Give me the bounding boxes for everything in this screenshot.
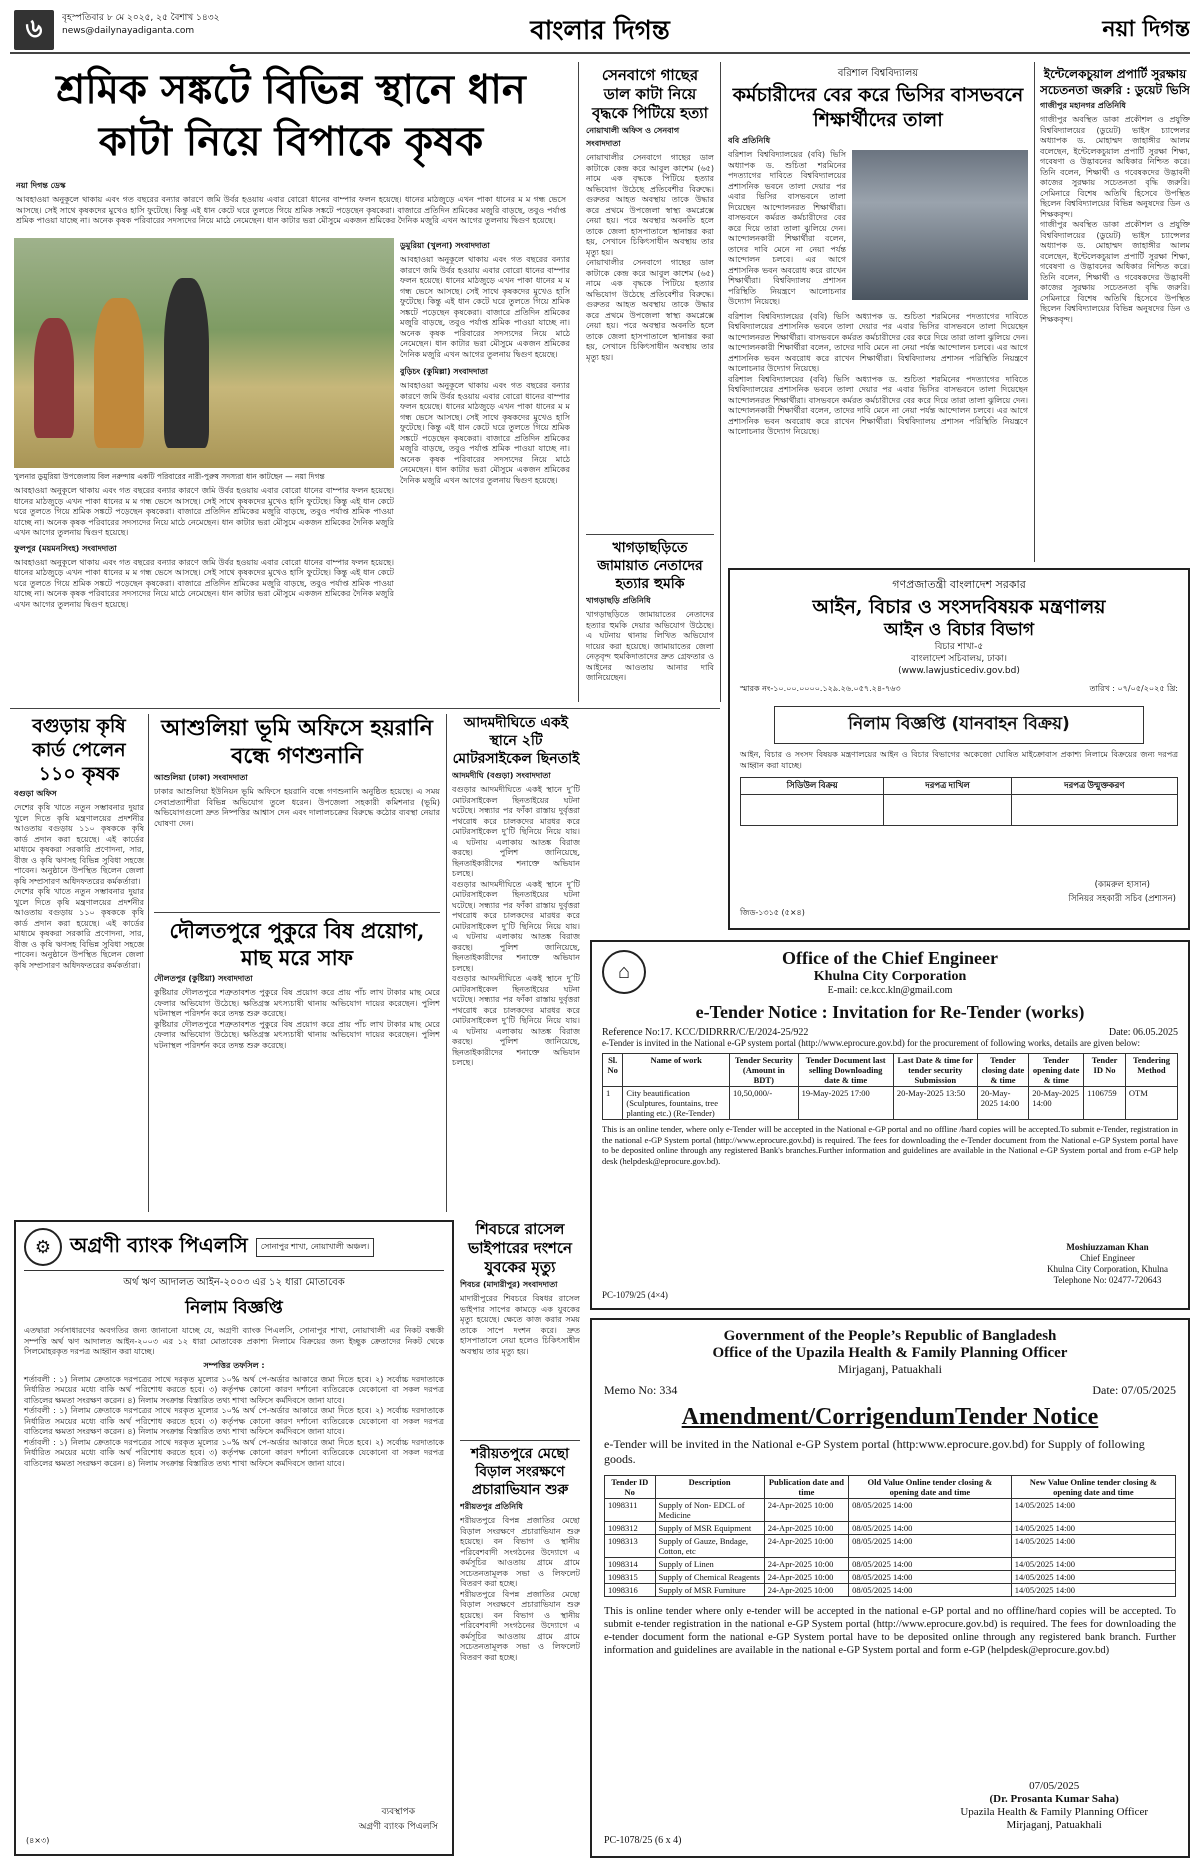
shariatpur-byline: শরীয়তপুর প্রতিনিধি: [460, 1502, 523, 1511]
pt-cell: 24-Apr-2025 10:00: [764, 1499, 848, 1522]
law-ad-signature: [1069, 878, 1176, 906]
pt-cell: 1098315: [605, 1571, 656, 1584]
photo-credit: নয়া দিগন্ত: [295, 472, 325, 481]
pt-cell: 14/05/2025 14:00: [1011, 1522, 1175, 1535]
lead-body-bottom2: আবহাওয়া অনুকূলে থাকায় এবং গত বছরের বন্যার কারণে জমি উর্বর হওয়ায় এবার বোরো ধানের বাম্পার ফলন হয়েছে। ধানের মাঠজুড়ে এখন পাকা ধানের ম ম গন্ধ ভেসে আসছে। সেই সাথে কৃষকদের মুখেও হাসি ফুটেছে। কিন্তু এই ধান কেটে ঘরে তুলতে গিয়ে শ্রমিক সঙ্কটে পড়েছেন কৃষকেরা। বাজারে প্রতিদিন শ্রমিকের মজুরি বাড়ছে, তবুও পর্যাপ্ত শ্রমিক পাওয়া যাচ্ছে না। অনেক কৃষক পরিবারের সদস্যদের নিয়ে মাঠে নেমেছেন। ধান কাটার ভরা মৌসুমে একজন শ্রমিকের দৈনিক মজুরি এখন আগের তুলনায় দ্বিগুণ হয়েছে।: [14, 557, 394, 609]
lead-body-intro: আবহাওয়া অনুকূলে থাকায় এবং গত বছরের বন্যার কারণে জমি উর্বর হওয়ায় এবার বোরো ধানের বাম্পার ফলন হয়েছে। ধানের মাঠজুড়ে এখন পাকা ধানের ম ম গন্ধ ভেসে আসছে। সেই সাথে কৃষকদের মুখেও হাসি ফুটেছে। কিন্তু এই ধান কেটে ঘরে তুলতে গিয়ে শ্রমিক সঙ্কটে পড়েছেন কৃষকেরা। বাজারে প্রতিদিন শ্রমিকের মজুরি বাড়ছে, তবুও পর্যাপ্ত শ্রমিক পাওয়া যাচ্ছে না। অনেক কৃষক পরিবারের সদস্যদের নিয়ে মাঠে নেমেছেন। ধান কাটার ভরা মৌসুমে একজন শ্রমিকের দৈনিক মজুরি এখন আগের তুলনায় দ্বিগুণ হয়েছে।: [16, 195, 566, 225]
ashulia-body: ঢাকার আশুলিয়া ইউনিয়ন ভূমি অফিসে হয়রানি বন্ধে গণশুনানি অনুষ্ঠিত হয়েছে। এ সময় সেবাপ্রত্যাশীরা বিভিন্ন অভিযোগ তুলে ধরেন। উপজেলা সহকারী কমিশনার (ভূমি) অভিযোগগুলো দ্রুত নিষ্পত্তির আশ্বাস দেন এবং দালালচক্রের বিরুদ্ধে কঠোর ব্যবস্থা নেয়ার ঘোষণা দেন।: [154, 787, 440, 828]
khulna-date: Date: 06.05.2025: [1108, 1027, 1178, 1038]
shibchar-body: মাদারীপুরের শিবচরে বিষধর রাসেল ভাইপার সাপের কামড়ে এক যুবকের মৃত্যু হয়েছে। ক্ষেতে কাজ করার সময় তাকে সাপে দংশন করে। দ্রুত হাসপাতালে নেয়া হলেও চিকিৎসাধীন অবস্থায় তার মৃত্যু হয়।: [460, 1294, 580, 1356]
khulna-signer-org: Khulna City Corporation, Khulna: [1047, 1264, 1168, 1274]
pt-col-header: Publication date and time: [764, 1476, 848, 1499]
bogura-byline: বগুড়া অফিস: [14, 789, 57, 798]
page-number: ৬: [14, 10, 54, 50]
law-ad-line1: গণপ্রজাতন্ত্রী বাংলাদেশ সরকার: [892, 578, 1026, 591]
khulna-col-header: Tender closing date & time: [977, 1054, 1029, 1087]
daulatpur-byline: দৌলতপুর (কুষ্টিয়া) সংবাদদাতা: [154, 974, 253, 983]
khagrachari-body: খাগড়াছড়িতে জামায়াতের নেতাদের হত্যার হুমকি দেয়ার অভিযোগ উঠেছে। এ ঘটনায় থানায় লিখিত অভিযোগ দায়ের করা হয়েছে। জামায়াতের জেলা নেতৃবৃন্দ হুমকিদাতাদের দ্রুত গ্রেফতার ও আইনের আওতায় আনার দাবি জানিয়েছেন।: [586, 610, 714, 682]
lead-sub3-byline: ফুলপুর (ময়মনসিংহ) সংবাদদাতা: [14, 543, 117, 553]
adamdighi-body-cont: বগুড়ার আদমদীঘিতে একই স্থানে দু’টি মোটরসাইকেল ছিনতাইয়ের ঘটনা ঘটেছে। সন্ধ্যার পর ফাঁকা রাস্তায় দুর্বৃত্তরা পথরোধ করে চালকদের মারধর করে মোটরসাইকেল দু’টি ছিনিয়ে নিয়ে যায়। এ ঘটনায় এলাকায় আতঙ্ক বিরাজ করছে। পুলিশ জানিয়েছে, ছিনতাইকারীদের শনাক্তে অভিযান চলছে।: [452, 879, 580, 973]
barisal-photo: [852, 150, 1028, 300]
table-row: [605, 1535, 1176, 1558]
khulna-org: Khulna City Corporation: [813, 969, 967, 984]
lead-photo-caption: খুলনার ডুমুরিয়া উপজেলায় বিল নরুন্দায় একটি পরিবারের নারী-পুরুষ সদস্যরা ধান কাটছেন — নয়া দিগন্ত: [14, 472, 325, 481]
daulatpur-body-cont: কুষ্টিয়ার দৌলতপুরে শত্রুতাবশত পুকুরে বিষ প্রয়োগ করে প্রায় পাঁচ লাখ টাকার মাছ মেরে ফেলার অভিযোগ উঠেছে। ক্ষতিগ্রস্ত মৎস্যচাষী থানায় অভিযোগ দায়ের করেছেন। পুলিশ ঘটনাস্থল পরিদর্শন করে তদন্ত শুরু করেছে।: [154, 1019, 440, 1050]
pt-memo: Memo No: 334: [604, 1383, 678, 1397]
khulna-cell: 10,50,000/-: [730, 1087, 799, 1120]
law-ad-code: জিড-১৩১৫ (৫×৪): [740, 908, 805, 917]
agrani-bank-name: অগ্রণী ব্যাংক পিএলসি: [70, 1232, 248, 1257]
lead-bottom-text: [14, 486, 394, 698]
adamdighi-headline: আদমদীঘিতে একই স্থানে ২টি মোটরসাইকেল ছিনতাই: [452, 715, 580, 767]
khulna-signer: Moshiuzzaman Khan: [1066, 1242, 1149, 1252]
pt-code: PC-1078/25 (6 x 4): [604, 1835, 682, 1846]
pt-cell: 24-Apr-2025 10:00: [764, 1522, 848, 1535]
law-ad-title: নিলাম বিজ্ঞপ্তি (যানবাহন বিক্রয়): [774, 706, 1144, 744]
pt-col-header: New Value Online tender closing & opening date and time: [1011, 1476, 1175, 1499]
law-ad-division: আইন ও বিচার বিভাগ: [884, 620, 1034, 640]
agrani-title: নিলাম বিজ্ঞপ্তি: [185, 1298, 283, 1318]
khulna-cell: 19-May-2025 17:00: [798, 1087, 893, 1120]
shariatpur-body: শরীয়তপুরে বিপন্ন প্রজাতির মেছো বিড়াল সংরক্ষণে প্রচারাভিযান শুরু হয়েছে। বন বিভাগ ও স্থানীয় পরিবেশবাদী সংগঠনের উদ্যোগে এ কর্মসূচির আওতায় গ্রামে গ্রামে সচেতনতামূলক সভা ও লিফলেট বিতরণ করা হচ্ছে।: [460, 1516, 580, 1588]
shibchar-byline: শিবচর (মাদারীপুর) সংবাদদাতা: [460, 1280, 558, 1289]
pt-intro: e-Tender will be invited in the National e-GP System portal (http:www.eprocure.gov.bd) for Supply of following goods.: [604, 1437, 1145, 1466]
pt-col-header: Old Value Online tender closing & opening date and time: [849, 1476, 1012, 1499]
law-col-1: সিডিউল বিক্রয়: [741, 778, 884, 795]
adamdighi-story: [452, 714, 580, 1212]
lead-body-col2b: আবহাওয়া অনুকূলে থাকায় এবং গত বছরের বন্যার কারণে জমি উর্বর হওয়ায় এবার বোরো ধানের বাম্পার ফলন হয়েছে। ধানের মাঠজুড়ে এখন পাকা ধানের ম ম গন্ধ ভেসে আসছে। সেই সাথে কৃষকদের মুখেও হাসি ফুটেছে। কিন্তু এই ধান কেটে ঘরে তুলতে গিয়ে শ্রমিক সঙ্কটে পড়েছেন কৃষকেরা। বাজারে প্রতিদিন শ্রমিকের মজুরি বাড়ছে, তবুও পর্যাপ্ত শ্রমিক পাওয়া যাচ্ছে না। অনেক কৃষক পরিবারের সদস্যদের নিয়ে মাঠে নেমেছেন। ধান কাটার ভরা মৌসুমে একজন শ্রমিকের দৈনিক মজুরি এখন আগের তুলনায় দ্বিগুণ হয়েছে।: [400, 381, 570, 485]
agrani-terms: শর্তাবলী : ১) নিলাম ক্রেতাকে দরপত্রের সাথে দরকৃত মূল্যের ১০% অর্থ পে-অর্ডার আকারে জমা দিতে হবে। ২) সর্বোচ্চ দরদাতাকে নির্ধারিত সময়ের মধ্যে বাকি অর্থ পরিশোধ করতে হবে। ৩) কর্তৃপক্ষ কোনো কারণ দর্শানো ব্যতিরেকে যেকোনো বা সকল দরপত্র বাতিলের ক্ষমতা সংরক্ষণ করেন। ৪) নিলাম সংক্রান্ত বিস্তারিত তথ্য শাখা অফিসে কর্মদিবসে জানা যাবে।: [24, 1374, 444, 1405]
agrani-branch: সোনাপুর শাখা, নোয়াখালী অঞ্চল।: [256, 1238, 375, 1257]
khulna-cell: 20-May-2025 14:00: [977, 1087, 1029, 1120]
pt-signer-place: Mirjaganj, Patuakhali: [1006, 1819, 1102, 1831]
barisal-kicker: বরিশাল বিশ্ববিদ্যালয়: [837, 68, 919, 79]
agrani-section: সম্পত্তির তফসিল :: [203, 1360, 265, 1370]
law-ad-website[interactable]: (www.lawjusticediv.gov.bd): [898, 666, 1020, 676]
duet-body-cont: গাজীপুর অবস্থিত ডাকা প্রকৌশল ও প্রযুক্তি বিশ্ববিদ্যালয়ের (ডুয়েট) ভাইস চ্যান্সেলর অধ্যাপক ড. মোহাম্মদ জাহাঙ্গীর আলম বলেছেন, ইন্টেলেকচুয়াল প্রপার্টি সুরক্ষা শিক্ষা, গবেষণা ও উদ্ভাবনের অধিকার নিশ্চিত করে। তিনি বলেন, শিক্ষার্থী ও গবেষকদের উদ্ভাবনী কাজের সুরক্ষায় সচেতনতা বৃদ্ধি জরুরি। সেমিনারে বিশেষ অতিথি হিসেবে উপস্থিত ছিলেন বিশ্ববিদ্যালয়ের বিভিন্ন অনুষদের ডিন ও শিক্ষকবৃন্দ।: [1040, 220, 1190, 324]
daulatpur-headline: দৌলতপুরে পুকুরে বিষ প্রয়োগ, মাছ মরে সাফ: [169, 918, 425, 970]
pt-cell: 08/05/2025 14:00: [849, 1535, 1012, 1558]
pt-cell: Supply of Linen: [655, 1558, 764, 1571]
pt-date: Date: 07/05/2025: [1092, 1383, 1176, 1397]
adamdighi-body-cont2: বগুড়ার আদমদীঘিতে একই স্থানে দু’টি মোটরসাইকেল ছিনতাইয়ের ঘটনা ঘটেছে। সন্ধ্যার পর ফাঁকা রাস্তায় দুর্বৃত্তরা পথরোধ করে চালকদের মারধর করে মোটরসাইকেল দু’টি ছিনিয়ে নিয়ে যায়। এ ঘটনায় এলাকায় আতঙ্ক বিরাজ করছে। পুলিশ জানিয়েছে, ছিনতাইকারীদের শনাক্তে অভিযান চলছে।: [452, 974, 580, 1067]
khulna-title: e-Tender Notice : Invitation for Re-Tender (works): [695, 1002, 1085, 1022]
pt-tender-table: [604, 1475, 1176, 1597]
khulna-intro: e-Tender is invited in the National e-GP system portal (http://www.eprocure.gov.bd) for the procurement of following works, details are given below:: [602, 1038, 1140, 1048]
law-ad-ref: স্মারক নং-১০.০০.০০০০.১২৯.২৬.০৫৭.২৪-৭৬৩: [740, 684, 901, 693]
pt-cell: 1098316: [605, 1584, 656, 1597]
pt-line1: Government of the People’s Republic of Bangladesh: [723, 1328, 1057, 1344]
ashulia-headline: আশুলিয়া ভূমি অফিসে হয়রানি বন্ধে গণশুনানি: [161, 715, 433, 769]
pt-cell: 14/05/2025 14:00: [1011, 1535, 1175, 1558]
pt-cell: 14/05/2025 14:00: [1011, 1571, 1175, 1584]
khulna-cell: OTM: [1125, 1087, 1177, 1120]
law-col-3: দরপত্র উন্মুক্তকরণ: [1011, 778, 1177, 795]
pt-cell: 14/05/2025 14:00: [1011, 1584, 1175, 1597]
pt-cell: 1098314: [605, 1558, 656, 1571]
khulna-signature: [1047, 1242, 1168, 1286]
khulna-col-header: Tender Document last selling Downloading date & time: [798, 1054, 893, 1087]
masthead-meta: [62, 12, 282, 38]
khulna-col-header: Sl. No: [603, 1054, 623, 1087]
duet-byline: গাজীপুর মহানগর প্রতিনিধি: [1040, 101, 1126, 110]
pt-cell: 08/05/2025 14:00: [849, 1571, 1012, 1584]
agrani-code: (৪×৩): [26, 1836, 50, 1845]
photo-caption-text: খুলনার ডুমুরিয়া উপজেলায় বিল নরুন্দায় একটি পরিবারের নারী-পুরুষ সদস্যরা ধান কাটছেন: [14, 472, 283, 481]
khulna-ref: Reference No:17. KCC/DIDRRR/C/E/2024-25/922: [602, 1027, 809, 1038]
barisal-body: বরিশাল বিশ্ববিদ্যালয়ের (ববি) ভিসি অধ্যাপক ড. শুচিতা শরমিনের পদত্যাগের দাবিতে বিশ্ববিদ্যালয়ের প্রশাসনিক ভবনে তালা দেয়ার পর এবার ভিসির বাসভবনে তালা দিয়েছেন আন্দোলনরত শিক্ষার্থীরা। বাসভবনে কর্মরত কর্মচারীদের বের করে দিয়ে তারা তালা ঝুলিয়ে দেন। আন্দোলনকারী শিক্ষার্থীরা বলেন, তাদের দাবি মেনে না নেয়া পর্যন্ত আন্দোলন চলবে। এর আগে প্রশাসনিক ভবন অবরোধ করে রাখেন শিক্ষার্থীরা। বিশ্ববিদ্যালয় প্রশাসন পরিস্থিতি নিয়ন্ত্রণে আলোচনার উদ্যোগ নিয়েছে।: [728, 311, 1028, 373]
khulna-col-header: Tender ID No: [1084, 1054, 1126, 1087]
barisal-body-left: বরিশাল বিশ্ববিদ্যালয়ের (ববি) ভিসি অধ্যাপক ড. শুচিতা শরমিনের পদত্যাগের দাবিতে বিশ্ববিদ্যালয়ের প্রশাসনিক ভবনে তালা দেয়ার পর এবার ভিসির বাসভবনে তালা দিয়েছেন আন্দোলনরত শিক্ষার্থীরা। বাসভবনে কর্মরত কর্মচারীদের বের করে দিয়ে তারা তালা ঝুলিয়ে দেন। আন্দোলনকারী শিক্ষার্থীরা বলেন, তাদের দাবি মেনে না নেয়া পর্যন্ত আন্দোলন চলবে। এর আগে প্রশাসনিক ভবন অবরোধ করে রাখেন শিক্ষার্থীরা। বিশ্ববিদ্যালয় প্রশাসন পরিস্থিতি নিয়ন্ত্রণে আলোচনার উদ্যোগ নিয়েছে।: [728, 150, 846, 306]
senbag-body-cont: নোয়াখালীর সেনবাগে গাছের ডাল কাটাকে কেন্দ্র করে আবুল কাশেম (৬৫) নামে এক বৃদ্ধকে পিটিয়ে হত্যার অভিযোগ উঠেছে প্রতিবেশীর বিরুদ্ধে। গুরুতর আহত অবস্থায় তাকে উদ্ধার করে প্রথমে উপজেলা স্বাস্থ্য কমপ্লেক্সে নেয়া হয়। পরে অবস্থার অবনতি হলে তাকে জেলা হাসপাতালে স্থানান্তর করা হয়, সেখানে চিকিৎসাধীন অবস্থায় তার মৃত্যু হয়।: [586, 258, 714, 362]
table-row: [605, 1571, 1176, 1584]
senbag-story: [586, 66, 714, 596]
law-ad-address: বাংলাদেশ সচিবালয়, ঢাকা।: [911, 654, 1007, 664]
pt-sign-date: 07/05/2025: [1029, 1780, 1080, 1792]
khagrachari-headline: খাগড়াছড়িতে জামায়াত নেতাদের হত্যার হুমকি: [597, 540, 703, 592]
khulna-email[interactable]: E-mail: ce.kcc.kln@gmail.com: [827, 985, 953, 996]
law-ad-date: তারিখ : ০৭/০৫/২০২৫ খ্রি:: [1089, 684, 1178, 693]
pt-cell: 08/05/2025 14:00: [849, 1499, 1012, 1522]
table-row: [605, 1584, 1176, 1597]
pt-line3: Mirjaganj, Patuakhali: [838, 1362, 942, 1376]
bogura-headline: বগুড়ায় কৃষি কার্ড পেলেন ১১০ কৃষক: [32, 715, 126, 785]
law-signer: (কামরুল হাসান): [1094, 880, 1150, 890]
khulna-col-header: Tendering Method: [1125, 1054, 1177, 1087]
pt-cell: 1098313: [605, 1535, 656, 1558]
shariatpur-story: [460, 1440, 580, 1856]
khulna-cell: 20-May-2025 13:50: [893, 1087, 977, 1120]
duet-story: [1040, 66, 1190, 566]
khagrachari-byline: খাগড়াছড়ি প্রতিনিধি: [586, 596, 651, 605]
lead-sub1-byline: ডুমুরিয়া (খুলনা) সংবাদদাতা: [400, 241, 490, 250]
duet-body: গাজীপুর অবস্থিত ডাকা প্রকৌশল ও প্রযুক্তি বিশ্ববিদ্যালয়ের (ডুয়েট) ভাইস চ্যান্সেলর অধ্যাপক ড. মোহাম্মদ জাহাঙ্গীর আলম বলেছেন, ইন্টেলেকচুয়াল প্রপার্টি সুরক্ষা শিক্ষা, গবেষণা ও উদ্ভাবনের অধিকার নিশ্চিত করে। তিনি বলেন, শিক্ষার্থী ও গবেষকদের উদ্ভাবনী কাজের সুরক্ষায় সচেতনতা বৃদ্ধি জরুরি। সেমিনারে বিশেষ অতিথি হিসেবে উপস্থিত ছিলেন বিশ্ববিদ্যালয়ের বিভিন্ন অনুষদের ডিন ও শিক্ষকবৃন্দ।: [1040, 115, 1190, 219]
khulna-body: This is an online tender, where only e-Tender will be accepted in the National e-GP portal and no offline /hard copies will be accepted.To submit e-Tender, registration in the national e-GP System portal (http://www.eprocure.gov.bd) is required. The fees for downloading the e-Tender document from the National e-GP System portal have to be deposited online through any registered Bank's branches.Further information and guidelines are available in the National e-GP System portal and from e-GP help desk (helpdesk@eprocure.gov.bd).: [602, 1124, 1178, 1166]
adamdighi-byline: আদমদীঘি (বগুড়া) সংবাদদাতা: [452, 771, 551, 780]
khulna-signer-title: Chief Engineer: [1080, 1253, 1135, 1263]
khulna-code: PC-1079/25 (4×4): [602, 1290, 668, 1300]
pt-cell: 14/05/2025 14:00: [1011, 1499, 1175, 1522]
pt-cell: 08/05/2025 14:00: [849, 1584, 1012, 1597]
law-ad-branch: বিচার শাখা-৫: [934, 642, 984, 652]
pt-cell: 24-Apr-2025 10:00: [764, 1571, 848, 1584]
pt-signature: [960, 1780, 1148, 1832]
lead-headline: শ্রমিক সঙ্কটে বিভিন্ন স্থানে ধান কাটা নিয়ে বিপাকে কৃষক: [56, 66, 526, 165]
adamdighi-body: বগুড়ার আদমদীঘিতে একই স্থানে দু’টি মোটরসাইকেল ছিনতাইয়ের ঘটনা ঘটেছে। সন্ধ্যার পর ফাঁকা রাস্তায় দুর্বৃত্তরা পথরোধ করে চালকদের মারধর করে মোটরসাইকেল দু’টি ছিনিয়ে নিয়ে যায়। এ ঘটনায় এলাকায় আতঙ্ক বিরাজ করছে। পুলিশ জানিয়েছে, ছিনতাইকারীদের শনাক্তে অভিযান চলছে।: [452, 785, 580, 878]
khagrachari-story: [586, 534, 714, 702]
lead-byline: নয়া দিগন্ত ডেস্ক: [16, 181, 66, 190]
pt-cell: 08/05/2025 14:00: [849, 1522, 1012, 1535]
agrani-terms-cont2: শর্তাবলী : ১) নিলাম ক্রেতাকে দরপত্রের সাথে দরকৃত মূল্যের ১০% অর্থ পে-অর্ডার আকারে জমা দিতে হবে। ২) সর্বোচ্চ দরদাতাকে নির্ধারিত সময়ের মধ্যে বাকি অর্থ পরিশোধ করতে হবে। ৩) কর্তৃপক্ষ কোনো কারণ দর্শানো ব্যতিরেকে যেকোনো বা সকল দরপত্র বাতিলের ক্ষমতা সংরক্ষণ করেন। ৪) নিলাম সংক্রান্ত বিস্তারিত তথ্য শাখা অফিসে কর্মদিবসে জানা যাবে।: [24, 1437, 444, 1468]
daulatpur-body: কুষ্টিয়ার দৌলতপুরে শত্রুতাবশত পুকুরে বিষ প্রয়োগ করে প্রায় পাঁচ লাখ টাকার মাছ মেরে ফেলার অভিযোগ উঠেছে। ক্ষতিগ্রস্ত মৎস্যচাষী থানায় অভিযোগ দায়ের করেছেন। পুলিশ ঘটনাস্থল পরিদর্শন করে তদন্ত শুরু করেছে।: [154, 988, 440, 1018]
ashulia-story: [154, 714, 440, 904]
barisal-byline: ববি প্রতিনিধি: [728, 136, 771, 145]
newspaper-logo: নয়া দিগন্ত: [1102, 16, 1190, 42]
pt-signer: (Dr. Prosanta Kumar Saha): [989, 1793, 1119, 1805]
khulna-cell: 1106759: [1084, 1087, 1126, 1120]
pt-col-header: Description: [655, 1476, 764, 1499]
khulna-cell: 1: [603, 1087, 623, 1120]
law-ministry-ad: [728, 568, 1190, 930]
lead-sub2-byline: বুড়িচং (কুমিল্লা) সংবাদদাতা: [400, 367, 488, 376]
law-ad-intro: আইন, বিচার ও সংসদ বিষয়ক মন্ত্রণালয়ের আইন ও বিচার বিভাগের অকেজো ঘোষিত মাইক্রোবাস প্রকাশ্য নিলামে বিক্রয়ের জন্য দরপত্র আহ্বান করা যাচ্ছে।: [740, 750, 1178, 770]
pt-signer-title: Upazila Health & Family Planning Officer: [960, 1806, 1148, 1818]
senbag-headline: সেনবাগে গাছের ডাল কাটা নিয়ে বৃদ্ধকে পিটিয়ে হত্যা: [592, 66, 708, 122]
khulna-col-header: Name of work: [623, 1054, 730, 1087]
pt-title: Amendment/CorrigendumTender Notice: [681, 1404, 1099, 1430]
agrani-signature: [359, 1804, 438, 1834]
senbag-byline: নোয়াখালী অফিস ও সেনবাগ সংবাদদাতা: [586, 126, 680, 148]
khulna-cell: 20-May-2025 14:00: [1029, 1087, 1084, 1120]
khulna-tender-table: [602, 1053, 1178, 1120]
pt-cell: 24-Apr-2025 10:00: [764, 1535, 848, 1558]
pt-cell: Supply of Chemical Reagents: [655, 1571, 764, 1584]
lead-column-right: [400, 238, 570, 698]
pt-cell: Supply of MSR Equipment: [655, 1522, 764, 1535]
shariatpur-body-cont: শরীয়তপুরে বিপন্ন প্রজাতির মেছো বিড়াল সংরক্ষণে প্রচারাভিযান শুরু হয়েছে। বন বিভাগ ও স্থানীয় পরিবেশবাদী সংগঠনের উদ্যোগে এ কর্মসূচির আওতায় গ্রামে গ্রামে সচেতনতামূলক সভা ও লিফলেট বিতরণ করা হচ্ছে।: [460, 1589, 580, 1662]
agrani-signer-org: অগ্রণী ব্যাংক পিএলসি: [358, 1822, 438, 1832]
law-signer-title: সিনিয়র সহকারী সচিব (প্রশাসন): [1068, 894, 1176, 904]
agrani-law-line: অর্থ ঋণ আদালত আইন-২০০৩ এর ১২ ধারা মোতাবেক: [123, 1277, 345, 1288]
pt-cell: Supply of Gauze, Bndage, Cotton, etc: [655, 1535, 764, 1558]
khulna-col-header: Last Date & time for tender security Submission: [893, 1054, 977, 1087]
khulna-office: Office of the Chief Engineer: [782, 948, 998, 968]
khulna-phone: Telephone No: 02477-720643: [1053, 1275, 1162, 1285]
pt-cell: 14/05/2025 14:00: [1011, 1558, 1175, 1571]
barisal-story: [728, 66, 1028, 566]
pt-cell: Supply of MSR Furniture: [655, 1584, 764, 1597]
agrani-intro: এতদ্বারা সর্বসাধারণের অবগতির জন্য জানানো যাচ্ছে যে, অগ্রণী ব্যাংক পিএলসি, সোনাপুর শাখা, নোয়াখালী এর নিকট বন্ধকী সম্পত্তি অর্থ ঋণ আদালত আইন-২০০৩ এর ১২ ধারা মোতাবেক প্রকাশ্য নিলামে বিক্রয়ের জন্য ইচ্ছুক ক্রেতাদের নিকট থেকে সিলমোহরকৃত দরপত্র আহ্বান করা যাচ্ছে।: [24, 1326, 444, 1356]
lead-body-col2: আবহাওয়া অনুকূলে থাকায় এবং গত বছরের বন্যার কারণে জমি উর্বর হওয়ায় এবার বোরো ধানের বাম্পার ফলন হয়েছে। ধানের মাঠজুড়ে এখন পাকা ধানের ম ম গন্ধ ভেসে আসছে। সেই সাথে কৃষকদের মুখেও হাসি ফুটেছে। কিন্তু এই ধান কেটে ঘরে তুলতে গিয়ে শ্রমিক সঙ্কটে পড়েছেন কৃষকেরা। বাজারে প্রতিদিন শ্রমিকের মজুরি বাড়ছে, তবুও পর্যাপ্ত শ্রমিক পাওয়া যাচ্ছে না। অনেক কৃষক পরিবারের সদস্যদের নিয়ে মাঠে নেমেছেন। ধান কাটার ভরা মৌসুমে একজন শ্রমিকের দৈনিক মজুরি এখন আগের তুলনায় দ্বিগুণ হয়েছে।: [400, 255, 570, 359]
shibchar-story: [460, 1220, 580, 1420]
agrani-logo-icon: ⚙: [24, 1228, 62, 1266]
agrani-signer: ব্যবস্থাপক: [381, 1807, 416, 1817]
email-link[interactable]: news@dailynayadiganta.com: [62, 26, 195, 36]
daulatpur-story: [154, 912, 440, 1212]
table-row: [605, 1558, 1176, 1571]
duet-headline: ইন্টেলেকচুয়াল প্রপার্টি সুরক্ষায় সচেতনতা জরুরি : ডুয়েট ভিসি: [1040, 67, 1190, 97]
pt-body: This is online tender where only e-tender will be accepted in the national e-GP portal and no offline/hard copies will be accepted. To submit e-tender registration in the national e-GP System portal (http://www.eprocure.gov.bd) is required. The fees for downloading the e-tender document form the national e-GP System portal have to be deposited online through any registered bank branch. Further information and guidelines are available in the national e-GP System portal and form e-GP (helpdesk@eprocure.gov.bd): [604, 1606, 1176, 1656]
khulna-ad: [590, 940, 1190, 1310]
patuakhali-ad: [590, 1318, 1190, 1858]
shariatpur-headline: শরীয়তপুরে মেছো বিড়াল সংরক্ষণে প্রচারাভিযান শুরু: [470, 1446, 570, 1498]
pt-cell: 08/05/2025 14:00: [849, 1558, 1012, 1571]
lead-body-bottom: আবহাওয়া অনুকূলে থাকায় এবং গত বছরের বন্যার কারণে জমি উর্বর হওয়ায় এবার বোরো ধানের বাম্পার ফলন হয়েছে। ধানের মাঠজুড়ে এখন পাকা ধানের ম ম গন্ধ ভেসে আসছে। সেই সাথে কৃষকদের মুখেও হাসি ফুটেছে। কিন্তু এই ধান কেটে ঘরে তুলতে গিয়ে শ্রমিক সঙ্কটে পড়েছেন কৃষকেরা। বাজারে প্রতিদিন শ্রমিকের মজুরি বাড়ছে, তবুও পর্যাপ্ত শ্রমিক পাওয়া যাচ্ছে না। অনেক কৃষক পরিবারের সদস্যদের নিয়ে মাঠে নেমেছেন। ধান কাটার ভরা মৌসুমে একজন শ্রমিকের দৈনিক মজুরি এখন আগের তুলনায় দ্বিগুণ হয়েছে।: [14, 486, 394, 537]
barisal-headline: কর্মচারীদের বের করে ভিসির বাসভবনে শিক্ষার্থীদের তালা: [732, 84, 1024, 131]
khulna-col-header: Tender opening date & time: [1029, 1054, 1084, 1087]
bogura-body-cont: দেশের কৃষি খাতে নতুন সম্ভাবনার দুয়ার খুলে দিতে কৃষি মন্ত্রণালয়ের প্রদর্শনীর আওতায় বগুড়ায় ১১০ কৃষককে কৃষি কার্ড প্রদান করা হয়েছে। এই কার্ডের মাধ্যমে কৃষকরা সরকারি প্রণোদনা, সার, বীজ ও কৃষি ঋণসহ বিভিন্ন সুবিধা সহজে পাবেন। অনুষ্ঠানে উপস্থিত ছিলেন জেলা কৃষি সম্প্রসারণ অধিদফতরের কর্মকর্তারা।: [14, 887, 144, 970]
section-title: বাংলার দিগন্ত: [530, 16, 670, 46]
pt-col-header: Tender ID No: [605, 1476, 656, 1499]
agrani-terms-cont: শর্তাবলী : ১) নিলাম ক্রেতাকে দরপত্রের সাথে দরকৃত মূল্যের ১০% অর্থ পে-অর্ডার আকারে জমা দিতে হবে। ২) সর্বোচ্চ দরদাতাকে নির্ধারিত সময়ের মধ্যে বাকি অর্থ পরিশোধ করতে হবে। ৩) কর্তৃপক্ষ কোনো কারণ দর্শানো ব্যতিরেকে যেকোনো বা সকল দরপত্র বাতিলের ক্ষমতা সংরক্ষণ করেন। ৪) নিলাম সংক্রান্ত বিস্তারিত তথ্য শাখা অফিসে কর্মদিবসে জানা যাবে।: [24, 1406, 444, 1436]
khulna-col-header: Tender Security (Amount in BDT): [730, 1054, 799, 1087]
pt-cell: 1098312: [605, 1522, 656, 1535]
pt-cell: Supply of Non- EDCL of Medicine: [655, 1499, 764, 1522]
pt-line2: Office of the Upazila Health & Family Planning Officer: [712, 1345, 1068, 1361]
pt-cell: 1098311: [605, 1499, 656, 1522]
table-row: [605, 1499, 1176, 1522]
khulna-cell: City beautification (Sculptures, fountains, tree planting etc.) (Re-Tender): [623, 1087, 730, 1120]
kcc-logo-icon: ⌂: [602, 950, 646, 994]
bogura-body: দেশের কৃষি খাতে নতুন সম্ভাবনার দুয়ার খুলে দিতে কৃষি মন্ত্রণালয়ের প্রদর্শনীর আওতায় বগুড়ায় ১১০ কৃষককে কৃষি কার্ড প্রদান করা হয়েছে। এই কার্ডের মাধ্যমে কৃষকরা সরকারি প্রণোদনা, সার, বীজ ও কৃষি ঋণসহ বিভিন্ন সুবিধা সহজে পাবেন। অনুষ্ঠানে উপস্থিত ছিলেন জেলা কৃষি সম্প্রসারণ অধিদফতরের কর্মকর্তারা।: [14, 803, 144, 886]
ashulia-byline: আশুলিয়া (ঢাকা) সংবাদদাতা: [154, 773, 248, 782]
pt-cell: 24-Apr-2025 10:00: [764, 1584, 848, 1597]
table-row: [605, 1522, 1176, 1535]
agrani-bank-ad: [14, 1220, 454, 1856]
senbag-body: নোয়াখালীর সেনবাগে গাছের ডাল কাটাকে কেন্দ্র করে আবুল কাশেম (৬৫) নামে এক বৃদ্ধকে পিটিয়ে হত্যার অভিযোগ উঠেছে প্রতিবেশীর বিরুদ্ধে। গুরুতর আহত অবস্থায় তাকে উদ্ধার করে প্রথমে উপজেলা স্বাস্থ্য কমপ্লেক্সে নেয়া হয়। পরে অবস্থার অবনতি হলে তাকে জেলা হাসপাতালে স্থানান্তর করা হয়, সেখানে চিকিৎসাধীন অবস্থায় তার মৃত্যু হয়।: [586, 153, 714, 257]
law-ad-table: [740, 777, 1178, 826]
pt-cell: 24-Apr-2025 10:00: [764, 1558, 848, 1571]
shibchar-headline: শিবচরে রাসেল ভাইপারের দংশনে যুবকের মৃত্যু: [468, 1220, 572, 1276]
date-line: বৃহস্পতিবার ৮ মে ২০২৫, ২৫ বৈশাখ ১৪৩২: [62, 13, 220, 23]
law-col-2: দরপত্র দাখিল: [884, 778, 1011, 795]
bogura-story: [14, 714, 144, 1214]
barisal-body-cont: বরিশাল বিশ্ববিদ্যালয়ের (ববি) ভিসি অধ্যাপক ড. শুচিতা শরমিনের পদত্যাগের দাবিতে বিশ্ববিদ্যালয়ের প্রশাসনিক ভবনে তালা দেয়ার পর এবার ভিসির বাসভবনে তালা দিয়েছেন আন্দোলনরত শিক্ষার্থীরা। বাসভবনে কর্মরত কর্মচারীদের বের করে দিয়ে তারা তালা ঝুলিয়ে দেন। আন্দোলনকারী শিক্ষার্থীরা বলেন, তাদের দাবি মেনে না নেয়া পর্যন্ত আন্দোলন চলবে। এর আগে প্রশাসনিক ভবন অবরোধ করে রাখেন শিক্ষার্থীরা। বিশ্ববিদ্যালয় প্রশাসন পরিস্থিতি নিয়ন্ত্রণে আলোচনার উদ্যোগ নিয়েছে।: [728, 374, 1028, 436]
lead-intro: [16, 178, 566, 227]
lead-photo: [14, 238, 394, 468]
law-ad-ministry: আইন, বিচার ও সংসদবিষয়ক মন্ত্রণালয়: [812, 596, 1106, 618]
